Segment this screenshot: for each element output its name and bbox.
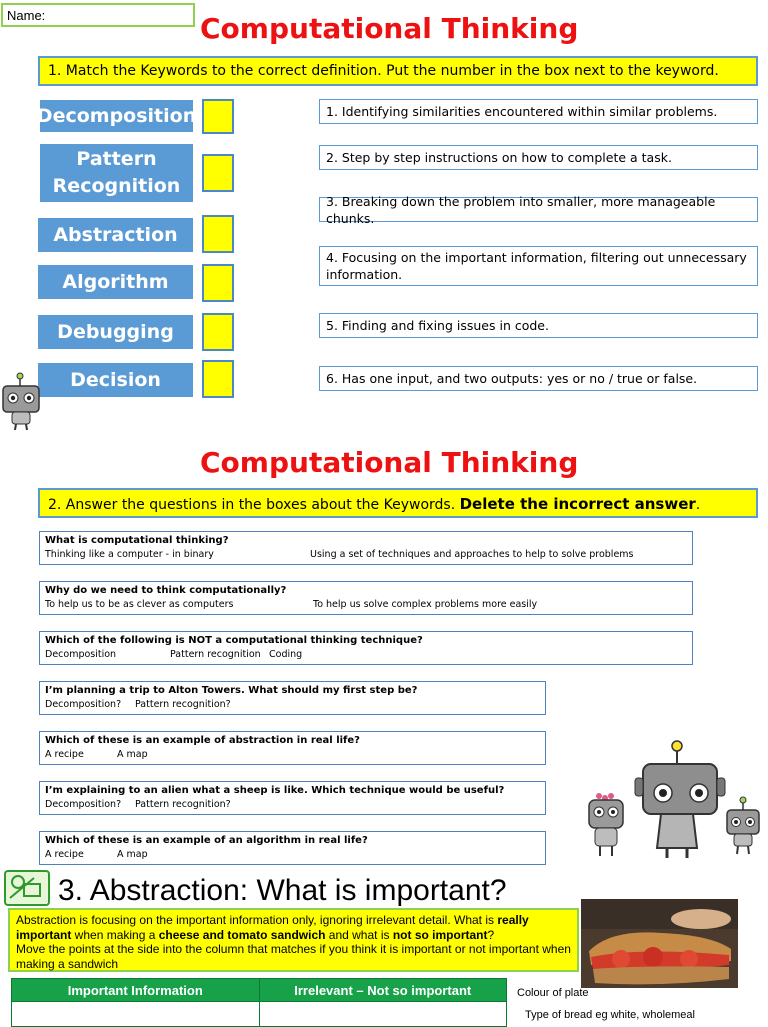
answer-option[interactable]: Using a set of techniques and approaches to help to solve problems [310, 549, 634, 560]
definition-6: 6. Has one input, and two outputs: yes or no / true or false. [319, 366, 758, 391]
keyword-pattern-recognition[interactable]: Pattern Recognition [40, 144, 193, 202]
side-item[interactable]: Type of bread eg white, wholemeal [525, 1009, 695, 1021]
answer-box-abstraction[interactable] [202, 215, 234, 253]
answer-option[interactable]: Decomposition [45, 649, 117, 660]
section1-title: Computational Thinking [200, 12, 579, 45]
question-4[interactable]: I’m planning a trip to Alton Towers. What should my first step be? Decomposition? Pattern recognition? [39, 681, 546, 715]
keyword-algorithm[interactable]: Algorithm [38, 265, 193, 299]
answer-option[interactable]: Thinking like a computer - in binary [45, 549, 214, 560]
keyword-abstraction[interactable]: Abstraction [38, 218, 193, 252]
answer-option[interactable]: Coding [269, 649, 303, 660]
answer-option[interactable]: Decomposition? [45, 699, 122, 710]
keyword-decomposition[interactable]: Decomposition [40, 100, 193, 132]
answer-option[interactable]: A map [117, 849, 148, 860]
robots-illustration [583, 738, 768, 860]
sandwich-image [581, 899, 738, 988]
sorting-table [11, 978, 507, 1027]
question-7[interactable]: Which of these is an example of an algorithm in real life? A recipe A map [39, 831, 546, 865]
question-6[interactable]: I’m explaining to an alien what a sheep is like. Which technique would be useful? Decomposition? Pattern recognition? [39, 781, 546, 815]
section3-instruction: Abstraction is focusing on the important information only, ignoring irrelevant detail. What is really important when making a cheese and tomato sandwich and what is not so important? Move the points at the side into the column that matches if you think it is important or not important when making a sandwich [8, 908, 579, 972]
answer-option[interactable]: Pattern recognition [170, 649, 261, 660]
definition-5: 5. Finding and fixing issues in code. [319, 313, 758, 338]
answer-box-pattern-recognition[interactable] [202, 154, 234, 192]
answer-option[interactable]: A map [117, 749, 148, 760]
robot-icon [0, 372, 46, 432]
abstraction-icon [4, 870, 50, 906]
important-column-cell[interactable] [12, 1002, 260, 1027]
side-item[interactable]: Colour of plate [517, 987, 589, 999]
question-3[interactable]: Which of the following is NOT a computational thinking technique? Decomposition Pattern recognition Coding [39, 631, 693, 665]
answer-option[interactable]: A recipe [45, 749, 84, 760]
definition-4: 4. Focusing on the important information, filtering out unnecessary information. [319, 246, 758, 286]
definition-2: 2. Step by step instructions on how to complete a task. [319, 145, 758, 170]
answer-option[interactable]: Pattern recognition? [135, 699, 231, 710]
definition-3: 3. Breaking down the problem into smaller, more manageable chunks. [319, 197, 758, 222]
answer-option[interactable]: To help us to be as clever as computers [45, 599, 234, 610]
question-1[interactable]: What is computational thinking? Thinking like a computer - in binary Using a set of techniques and approaches to help to solve problems [39, 531, 693, 565]
answer-option[interactable]: A recipe [45, 849, 84, 860]
section3-title: 3. Abstraction: What is important? [58, 874, 507, 907]
irrelevant-column-cell[interactable] [259, 1002, 507, 1027]
name-field[interactable] [1, 3, 195, 27]
answer-box-decision[interactable] [202, 360, 234, 398]
answer-box-decomposition[interactable] [202, 99, 234, 134]
table-header-irrelevant: Irrelevant – Not so important [259, 979, 507, 1002]
section2-instruction: 2. Answer the questions in the boxes about the Keywords. Delete the incorrect answer. [38, 488, 758, 518]
table-header-important: Important Information [12, 979, 260, 1002]
answer-option[interactable]: Pattern recognition? [135, 799, 231, 810]
name-label: Name: [7, 8, 46, 23]
answer-box-debugging[interactable] [202, 313, 234, 351]
section1-instruction: 1. Match the Keywords to the correct definition. Put the number in the box next to the keyword. [38, 56, 758, 86]
keyword-debugging[interactable]: Debugging [38, 315, 193, 349]
keyword-decision[interactable]: Decision [38, 363, 193, 397]
section2-title: Computational Thinking [200, 446, 579, 479]
question-5[interactable]: Which of these is an example of abstraction in real life? A recipe A map [39, 731, 546, 765]
answer-option[interactable]: Decomposition? [45, 799, 122, 810]
answer-option[interactable]: To help us solve complex problems more easily [313, 599, 538, 610]
answer-box-algorithm[interactable] [202, 264, 234, 302]
question-2[interactable]: Why do we need to think computationally? To help us to be as clever as computers To help us solve complex problems more easily [39, 581, 693, 615]
definition-1: 1. Identifying similarities encountered within similar problems. [319, 99, 758, 124]
